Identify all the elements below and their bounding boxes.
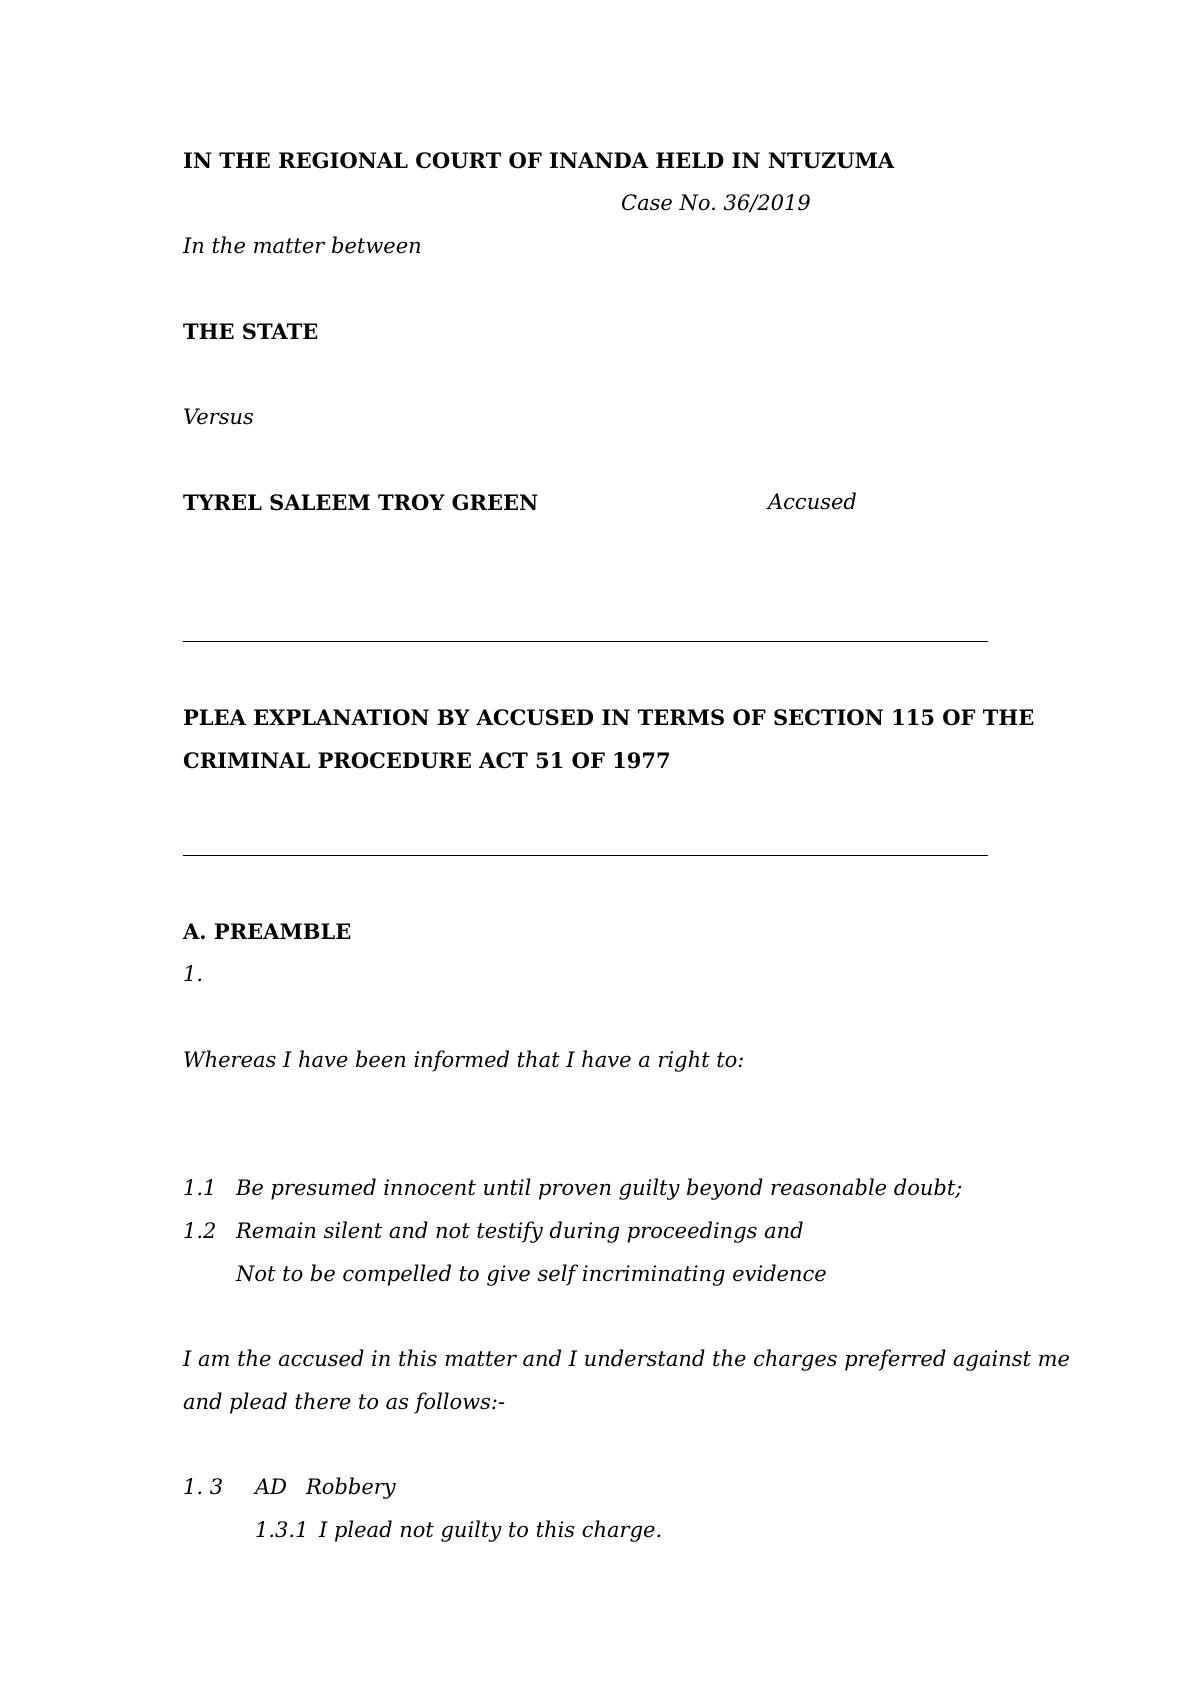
rights-intro: Whereas I have been informed that I have a right to: [183,1048,745,1072]
plea-text: I plead not guilty to this charge. [319,1518,663,1542]
right-number: 1.2 [183,1219,217,1243]
statement-line-2: and plead there to as follows:- [183,1390,506,1414]
right-text: Remain silent and not testify during proceedings and [236,1219,804,1243]
divider-bottom [183,855,988,856]
court-heading: IN THE REGIONAL COURT OF INANDA HELD IN NTUZUMA [183,148,895,173]
accused-name: TYREL SALEEM TROY GREEN [183,490,539,515]
right-text-continuation: Not to be compelled to give self incriminating evidence [236,1262,827,1286]
divider-top [183,641,988,642]
right-number: 1.1 [183,1176,217,1200]
plea-number: 1.3.1 [255,1518,309,1542]
paragraph-number: 1. [183,962,204,986]
charge-label: AD [255,1475,288,1499]
party-state: THE STATE [183,319,319,344]
document-title-line-1: PLEA EXPLANATION BY ACCUSED IN TERMS OF SECTION 115 OF THE [183,705,1035,730]
charge-name: Robbery [306,1475,396,1499]
accused-role: Accused [768,490,857,514]
matter-between: In the matter between [183,234,422,258]
right-text: Be presumed innocent until proven guilty beyond reasonable doubt; [236,1176,963,1200]
statement-line-1: I am the accused in this matter and I understand the charges preferred against me [183,1347,1070,1371]
versus-label: Versus [183,405,254,429]
charge-number: 1. 3 [183,1475,224,1499]
case-number: Case No. 36/2019 [621,191,811,215]
document-title-line-2: CRIMINAL PROCEDURE ACT 51 OF 1977 [183,748,671,773]
section-heading: A. PREAMBLE [183,919,352,944]
